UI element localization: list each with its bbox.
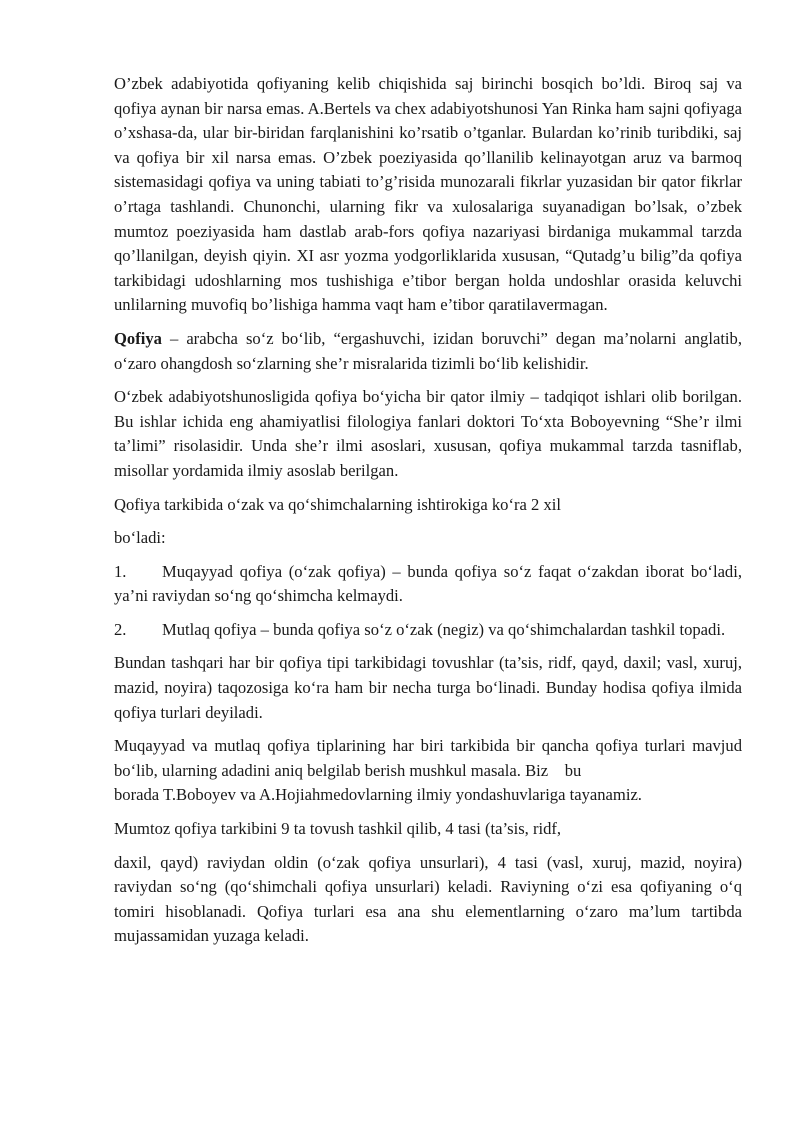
list-item-number: 1. (114, 561, 127, 581)
list-item-text: Mutlaq qofiya – bunda qofiya so‘z o‘zak (negiz) va qo‘shimchalardan tashkil topadi. (162, 619, 726, 639)
paragraph-classical-structure: Mumtoz qofiya tarkibini 9 ta tovush tashkil qilib, 4 tasi (ta’sis, ridf, (114, 819, 562, 839)
paragraph-approach-line-1: Muqayyad va mutlaq qofiya tiplarining har biri tarkibida bir qancha qofiya turlari mavjud bo‘lib, ularning adadini aniq belgilab berish mushkul masala. Biz bu (114, 736, 747, 780)
paragraph-saj-origin: O’zbek adabiyotida qofiyaning kelib chiqishida saj birinchi bosqich bo’ldi. Biroq saj va qofiya aynan bir narsa emas. A.Bertels va chex adabiyotshunosi Yan Rinka ham sajni qofiyaga o’xshasa-da, ular bir-biridan farqlanishini ko’rsatib o’tganlar. Bulardan ko’rinib turibdiki, saj va qofiya bir xil narsa emas. O’zbek poeziyasida qo’llanilib kelinayotgan aruz va barmoq sistemasidagi qofiya va uning tabiati to’g’risida munozarali fikrlar yuzasidan bir qator fikrlar o’rtaga tashlandi. Chunonchi, ularning fikr va xulosalariga suyanadigan bo’lsak, o’zbek mumtoz poeziyasida ham dastlab arab-fors qofiya nazariyasi birdaniga mukammal tarzda qo’llanilgan, deyish qiyin. XI asr yozma yodgorliklarida xususan, “Qutadg’u bilig”da qofiya tarkibidagi udoshlarning mos tushishiga e’tibor bergan holda undoshlar orasida keluvchi unlilarning muvofiq bo’lishiga hamma vaqt ham e’tibor qaratilavermagan. (114, 74, 742, 315)
paragraph-research: O‘zbek adabiyotshunosligida qofiya bo‘yicha bir qator ilmiy – tadqiqot ishlari olib borilgan. Bu ishlar ichida eng ahamiyatlisi filologiya fanlari doktori To‘xta Boboyevning “She’r ilmi ta’limi” risolasidir. Unda she’r ilmi asoslari, xususan, qofiya mukammal tarzda tasniflab, misollar yordamida ilmiy asoslab berilgan. (114, 387, 742, 480)
paragraph-types-intro-end: bo‘ladi: (114, 528, 166, 548)
list-item-number: 2. (114, 619, 127, 639)
paragraph-sound-types: Bundan tashqari har bir qofiya tipi tarkibidagi tovushlar (ta’sis, ridf, qayd, daxil; vasl, xuruj, mazid, noyira) taqozosiga ko‘ra ham bir necha turga bo‘linadi. Bunday hodisa qofiya ilmida qofiya turlari deyiladi. (114, 653, 742, 722)
paragraph-approach (114, 734, 747, 808)
paragraph-qofiya-definition (114, 327, 742, 376)
term-qofiya: Qofiya (114, 328, 162, 348)
paragraph-approach-line-2: borada T.Boboyev va A.Hojiahmedovlarning ilmiy yondashuvlariga tayanamiz. (114, 785, 642, 805)
list-item-text: Muqayyad qofiya (o‘zak qofiya) – bunda qofiya so‘z faqat o‘zakdan iborat bo‘ladi, ya’ni raviydan so‘ng qo‘shimcha kelmaydi. (114, 561, 742, 606)
list-item (114, 618, 742, 643)
list-item (114, 560, 742, 609)
paragraph-types-intro: Qofiya tarkibida o‘zak va qo‘shimchalarning ishtirokiga ko‘ra 2 xil (114, 494, 561, 514)
definition-text: – arabcha so‘z bo‘lib, “ergashuvchi, izidan boruvchi” degan ma’nolarni anglatib, o‘zaro ohangdosh so‘zlarning she’r misralarida tizimli bo‘lib kelishidir. (114, 328, 742, 373)
paragraph-classical-elements: daxil, qayd) raviydan oldin (o‘zak qofiya unsurlari), 4 tasi (vasl, xuruj, mazid, noyira) raviydan so‘ng (qo‘shimchali qofiya unsurlari) keladi. Raviyning o‘zi esa qofiyaning o‘q tomiri hisoblanadi. Qofiya turlari esa ana shu elementlarning o‘zaro ma’lum tartibda mujassamidan yuzaga keladi. (114, 852, 742, 946)
